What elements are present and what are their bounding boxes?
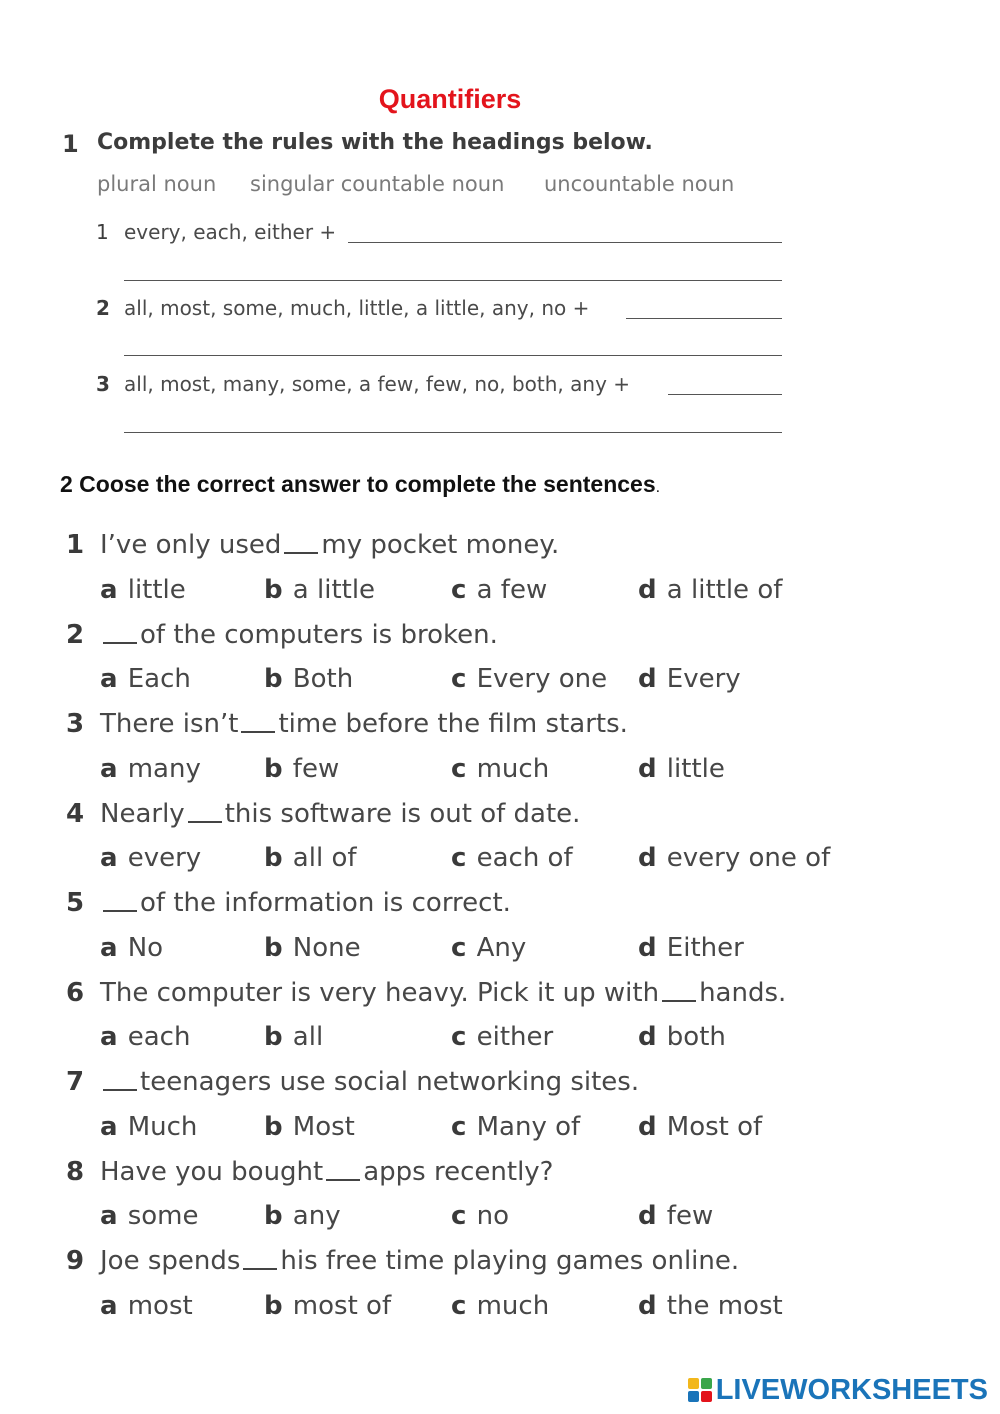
- option-letter: b: [264, 1290, 283, 1321]
- question-text: [100, 888, 511, 918]
- answer-option-a[interactable]: [100, 1291, 193, 1321]
- question-text-after: this software is out of date.: [224, 798, 581, 829]
- option-text: little: [127, 574, 186, 605]
- question-text-after: hands.: [699, 977, 787, 1008]
- answer-gap[interactable]: [284, 552, 318, 554]
- answer-gap[interactable]: [188, 821, 222, 823]
- rule-number: 2: [96, 296, 110, 320]
- question-number: 2: [66, 619, 85, 650]
- rule-2-answer-line-2[interactable]: [124, 355, 782, 356]
- question-text-after: my pocket money.: [321, 530, 560, 560]
- liveworksheets-logo: [688, 1374, 988, 1406]
- option-letter: a: [100, 1201, 118, 1231]
- option-letter: a: [100, 664, 118, 694]
- answer-option-b[interactable]: [264, 1291, 391, 1321]
- answer-option-c[interactable]: [451, 843, 573, 873]
- question-text: [100, 1067, 639, 1097]
- rule-number: 1: [96, 220, 109, 244]
- answer-gap[interactable]: [662, 1000, 696, 1002]
- option-text: most: [127, 1290, 193, 1321]
- option-letter: b: [264, 1111, 283, 1142]
- logo-text: LIVEWORKSHEETS: [715, 1373, 988, 1406]
- option-letter: b: [264, 1201, 283, 1231]
- question-text: [100, 978, 786, 1008]
- option-text: most of: [292, 1290, 392, 1321]
- option-letter: a: [100, 1022, 118, 1052]
- question-number: 6: [66, 977, 85, 1008]
- answer-option-d[interactable]: [638, 1112, 762, 1142]
- question-text-after: of the information is correct.: [140, 888, 511, 918]
- question-number: 8: [66, 1156, 85, 1187]
- option-letter: b: [264, 664, 283, 694]
- question-text-before: Nearly: [100, 798, 185, 829]
- option-letter: b: [264, 574, 283, 605]
- option-text: Each: [127, 664, 191, 694]
- answer-gap[interactable]: [326, 1179, 360, 1181]
- answer-option-d[interactable]: [638, 1291, 783, 1321]
- option-text: any: [292, 1201, 341, 1231]
- option-letter: b: [264, 932, 283, 963]
- question-text: [100, 709, 628, 739]
- answer-option-b[interactable]: [264, 575, 375, 605]
- answer-option-b[interactable]: [264, 1201, 341, 1231]
- answer-option-a[interactable]: [100, 575, 186, 605]
- exercise-2-instruction-text: 2 Coose the correct answer to complete the sentences: [60, 471, 656, 497]
- answer-option-c[interactable]: [451, 1201, 509, 1231]
- answer-option-c[interactable]: [451, 1022, 553, 1052]
- exercise-2-instruction: [60, 471, 660, 498]
- option-letter: d: [638, 1111, 657, 1142]
- answer-option-c[interactable]: [451, 1112, 580, 1142]
- rule-number: 3: [96, 372, 110, 396]
- option-letter: a: [100, 1111, 118, 1142]
- option-text: all of: [292, 843, 357, 873]
- option-letter: a: [100, 574, 118, 605]
- heading-option: singular countable noun: [250, 172, 505, 196]
- option-text: Most of: [666, 1111, 763, 1142]
- option-letter: c: [451, 1201, 467, 1231]
- option-letter: d: [638, 843, 657, 873]
- answer-option-d[interactable]: [638, 933, 744, 963]
- option-letter: c: [451, 932, 467, 963]
- option-letter: c: [451, 1290, 467, 1321]
- option-letter: c: [451, 664, 467, 694]
- answer-option-c[interactable]: [451, 575, 547, 605]
- answer-option-b[interactable]: [264, 1022, 323, 1052]
- option-text: each: [127, 1022, 191, 1052]
- answer-gap[interactable]: [103, 1089, 137, 1091]
- rule-text: all, most, many, some, a few, few, no, both, any +: [124, 372, 631, 396]
- option-letter: c: [451, 574, 467, 605]
- answer-option-b[interactable]: [264, 1112, 355, 1142]
- answer-option-a[interactable]: [100, 1112, 197, 1142]
- question-number: 1: [66, 530, 85, 560]
- question-text: [100, 1157, 553, 1187]
- question-text-after: apps recently?: [363, 1156, 554, 1187]
- answer-option-d[interactable]: [638, 843, 830, 873]
- rule-text: every, each, either +: [124, 220, 337, 244]
- rule-3-answer-line[interactable]: [668, 394, 782, 395]
- option-text: little: [666, 753, 725, 784]
- option-text: either: [476, 1022, 554, 1052]
- answer-option-a[interactable]: [100, 664, 191, 694]
- answer-option-c[interactable]: [451, 664, 607, 694]
- rule-2-answer-line[interactable]: [626, 318, 782, 319]
- page-title: Quantifiers: [378, 84, 522, 114]
- answer-option-b[interactable]: [264, 754, 339, 784]
- instruction-period: .: [655, 479, 661, 496]
- option-text: many: [127, 753, 201, 784]
- option-text: few: [666, 1201, 714, 1231]
- option-text: much: [476, 753, 550, 784]
- question-text: [100, 530, 559, 560]
- question-text: [100, 620, 498, 650]
- option-text: a little of: [666, 574, 783, 605]
- option-letter: d: [638, 664, 657, 694]
- answer-option-c[interactable]: [451, 1291, 549, 1321]
- question-number: 9: [66, 1246, 85, 1276]
- option-letter: c: [451, 753, 467, 784]
- answer-option-b[interactable]: [264, 933, 361, 963]
- option-letter: d: [638, 574, 657, 605]
- answer-gap[interactable]: [243, 1268, 277, 1270]
- option-text: much: [476, 1290, 550, 1321]
- option-letter: c: [451, 1022, 467, 1052]
- option-letter: d: [638, 753, 657, 784]
- question-text-before: Have you bought: [100, 1156, 324, 1187]
- answer-option-a[interactable]: [100, 1201, 199, 1231]
- option-text: No: [127, 932, 164, 963]
- question-text: [100, 799, 580, 829]
- option-text: None: [292, 932, 361, 963]
- answer-option-d[interactable]: [638, 664, 741, 694]
- question-text-after: his free time playing games online.: [280, 1246, 740, 1276]
- question-text-after: of the computers is broken.: [140, 619, 498, 650]
- option-text: no: [476, 1201, 509, 1231]
- rule-text: all, most, some, much, little, a little, any, no +: [124, 296, 590, 320]
- option-text: the most: [666, 1290, 783, 1321]
- option-text: Most: [292, 1111, 355, 1142]
- option-text: Either: [666, 932, 744, 963]
- answer-option-c[interactable]: [451, 754, 549, 784]
- option-text: Both: [292, 664, 354, 694]
- heading-option: plural noun: [97, 172, 217, 196]
- option-letter: d: [638, 932, 657, 963]
- heading-option: uncountable noun: [544, 172, 735, 196]
- answer-option-d[interactable]: [638, 1022, 726, 1052]
- option-letter: d: [638, 1201, 657, 1231]
- answer-option-a[interactable]: [100, 933, 163, 963]
- option-text: all: [292, 1022, 324, 1052]
- option-letter: a: [100, 753, 118, 784]
- answer-option-a[interactable]: [100, 1022, 190, 1052]
- question-text-before: Joe spends: [100, 1246, 241, 1276]
- liveworksheets-logo-icon: [688, 1378, 712, 1402]
- option-letter: a: [100, 1290, 118, 1321]
- option-text: Many of: [476, 1111, 581, 1142]
- option-text: Every: [666, 664, 741, 694]
- option-text: some: [127, 1201, 199, 1231]
- rule-1-answer-line[interactable]: [348, 242, 782, 243]
- option-letter: c: [451, 1111, 467, 1142]
- rule-1-answer-line-2[interactable]: [124, 280, 782, 281]
- option-text: every one of: [666, 843, 831, 873]
- option-letter: a: [100, 932, 118, 963]
- option-text: Much: [127, 1111, 198, 1142]
- question-number: 7: [66, 1067, 85, 1097]
- answer-gap[interactable]: [103, 642, 137, 644]
- rule-3-answer-line-2[interactable]: [124, 432, 782, 433]
- question-text-before: The computer is very heavy. Pick it up with: [100, 977, 660, 1008]
- question-text-before: I’ve only used: [100, 530, 282, 560]
- option-text: a few: [476, 574, 548, 605]
- option-text: both: [666, 1022, 726, 1052]
- question-text-after: time before the film starts.: [278, 709, 628, 739]
- exercise-1-number: 1: [62, 130, 79, 158]
- option-letter: c: [451, 843, 467, 873]
- option-letter: b: [264, 843, 283, 873]
- answer-option-b[interactable]: [264, 843, 357, 873]
- question-number: 5: [66, 888, 85, 918]
- option-letter: b: [264, 1022, 283, 1052]
- answer-option-a[interactable]: [100, 843, 201, 873]
- question-text-after: teenagers use social networking sites.: [140, 1067, 640, 1097]
- option-text: Every one: [476, 664, 608, 694]
- answer-option-b[interactable]: [264, 664, 353, 694]
- answer-option-d[interactable]: [638, 754, 725, 784]
- question-text-before: There isn’t: [100, 709, 239, 739]
- option-letter: a: [100, 843, 118, 873]
- answer-option-d[interactable]: [638, 1201, 713, 1231]
- answer-option-c[interactable]: [451, 933, 526, 963]
- option-text: Any: [476, 932, 527, 963]
- answer-option-d[interactable]: [638, 575, 782, 605]
- answer-gap[interactable]: [241, 731, 275, 733]
- exercise-1-instruction: Complete the rules with the headings below.: [97, 130, 653, 155]
- question-number: 4: [66, 798, 85, 829]
- answer-option-a[interactable]: [100, 754, 201, 784]
- option-text: a little: [292, 574, 376, 605]
- option-text: few: [292, 753, 340, 784]
- option-text: each of: [476, 843, 573, 873]
- option-letter: d: [638, 1290, 657, 1321]
- option-letter: b: [264, 753, 283, 784]
- option-letter: d: [638, 1022, 657, 1052]
- question-number: 3: [66, 709, 85, 739]
- question-text: [100, 1246, 739, 1276]
- answer-gap[interactable]: [103, 910, 137, 912]
- option-text: every: [127, 843, 202, 873]
